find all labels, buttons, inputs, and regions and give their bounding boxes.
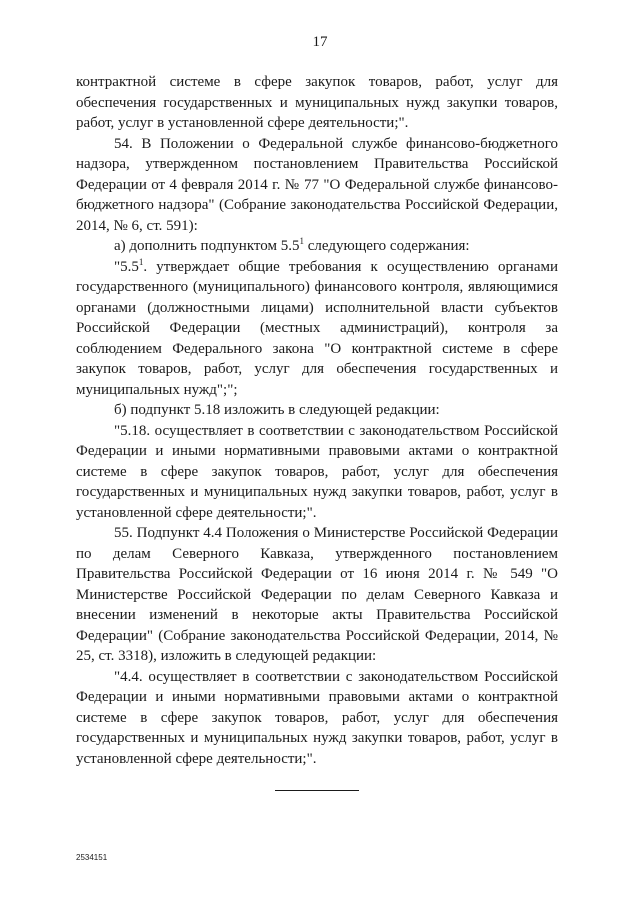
paragraph-continuation: контрактной системе в сфере закупок товаров, работ, услуг для обеспечения государственных и муниципальных нужд закупки товаров, работ, услуг в установленной сфере деятельности;".	[76, 74, 558, 131]
paragraph-item-54: 54. В Положении о Федеральной службе финансово-бюджетного надзора, утвержденном постановлением Правительства Российской Федерации от 4 февраля 2014 г. № 77 "О Федеральной службе финансово-бюджетного надзора" (Собрание законодательства Российской Федерации, 2014, № 6, ст. 591):	[76, 135, 558, 234]
closing-divider	[275, 790, 359, 791]
paragraph-subitem-a	[76, 236, 558, 257]
superscript-mark: 1	[299, 236, 304, 246]
paragraph-quote-5-18: "5.18. осуществляет в соответствии с законодательством Российской Федерации и иными нормативными правовыми актами о контрактной системе в сфере закупок товаров, работ, услуг для обеспечения государственных и муниципальных нужд закупки товаров, работ, услуг в установленной сфере деятельности;".	[76, 422, 558, 521]
quote-5-5-1-text: . утверждает общие требования к осуществлению органами государственного (муниципального) финансового контроля, являющимися органами (должностными лицами) исполнительной власти субъектов Российской Федерации (местных администраций), контроля за соблюдением Федерального закона "О контрактной системе в сфере закупок товаров, работ, услуг для обеспечения государственных и муниципальных нужд";";	[76, 258, 558, 398]
document-code: 2534151	[76, 853, 108, 862]
document-body	[76, 72, 558, 769]
paragraph-quote-4-4: "4.4. осуществляет в соответствии с законодательством Российской Федерации и иными нормативными правовыми актами о контрактной системе в сфере закупок товаров, работ, услуг для обеспечения государственных и муниципальных нужд закупки товаров, работ, услуг в установленной сфере деятельности;".	[76, 668, 558, 767]
page-number: 17	[312, 34, 328, 50]
paragraph-quote-5-5-1	[76, 257, 558, 401]
superscript-mark: 1	[138, 256, 144, 267]
paragraph-subitem-b: б) подпункт 5.18 изложить в следующей редакции:	[114, 402, 440, 418]
paragraph-item-55: 55. Подпункт 4.4 Положения о Министерстве Российской Федерации по делам Северного Кавказа, утвержденного постановлением Правительства Российской Федерации от 16 июня 2014 г. № 549 "О Министерстве Российской Федерации по делам Северного Кавказа и внесении изменений в некоторые акты Правительства Российской Федерации" (Собрание законодательства Российской Федерации, 2014, № 25, ст. 3318), изложить в следующей редакции:	[76, 525, 558, 664]
subitem-a-text: а) дополнить подпунктом 5.5	[114, 238, 300, 254]
subitem-a-text-tail: следующего содержания:	[304, 238, 470, 254]
quote-5-5-1-number: "5.5	[114, 258, 139, 275]
